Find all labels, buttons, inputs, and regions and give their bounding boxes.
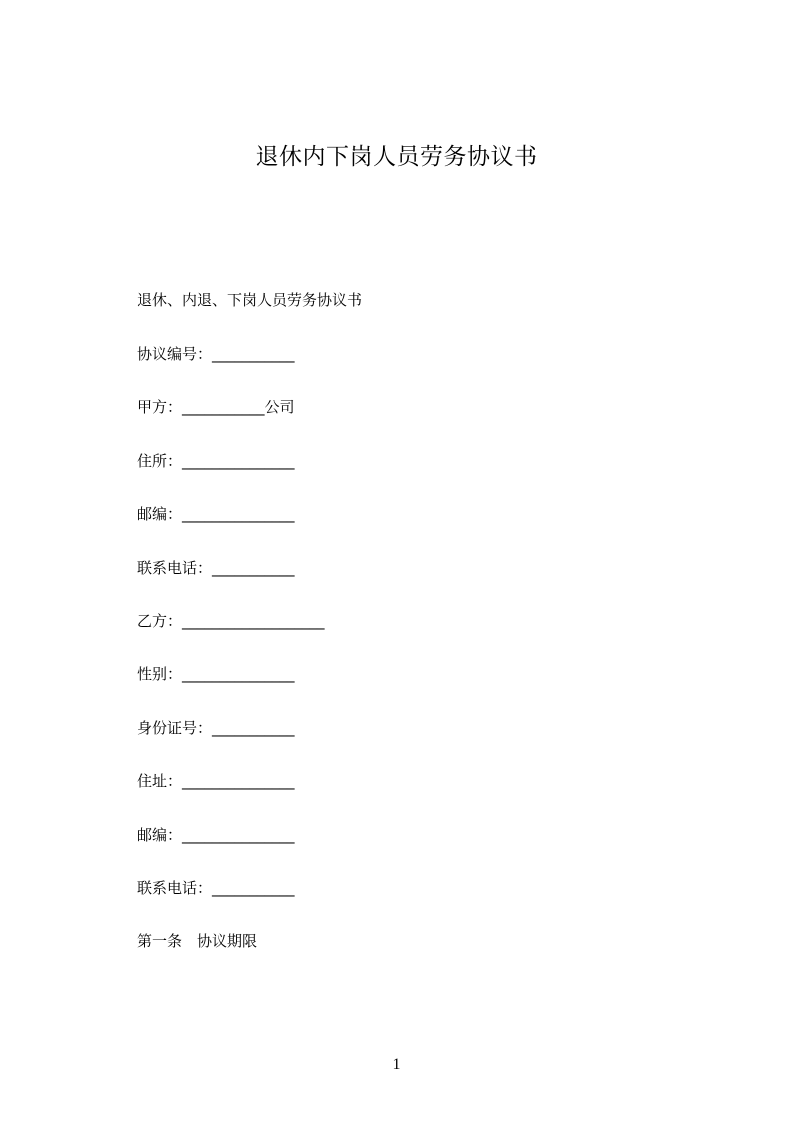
party-b-postcode-line: 邮编：_______________ — [137, 826, 295, 844]
party-b-address-line: 住址：_______________ — [137, 772, 295, 790]
article-one-heading: 第一条 协议期限 — [137, 932, 258, 950]
subtitle-line: 退休、内退、下岗人员劳务协议书 — [137, 291, 363, 309]
agreement-number-line: 协议编号：___________ — [137, 345, 295, 363]
party-b-phone-line: 联系电话：___________ — [137, 879, 295, 897]
party-a-line: 甲方：___________公司 — [137, 398, 295, 416]
party-a-postcode-line: 邮编：_______________ — [137, 505, 295, 523]
party-a-address-line: 住所：_______________ — [137, 452, 295, 470]
document-title: 退休内下岗人员劳务协议书 — [255, 144, 538, 170]
party-b-gender-line: 性别：_______________ — [137, 665, 295, 683]
party-b-id-number-line: 身份证号：___________ — [137, 719, 295, 737]
party-b-line: 乙方：___________________ — [137, 612, 325, 630]
party-a-phone-line: 联系电话：___________ — [137, 559, 295, 577]
page-number: 1 — [392, 1056, 401, 1073]
